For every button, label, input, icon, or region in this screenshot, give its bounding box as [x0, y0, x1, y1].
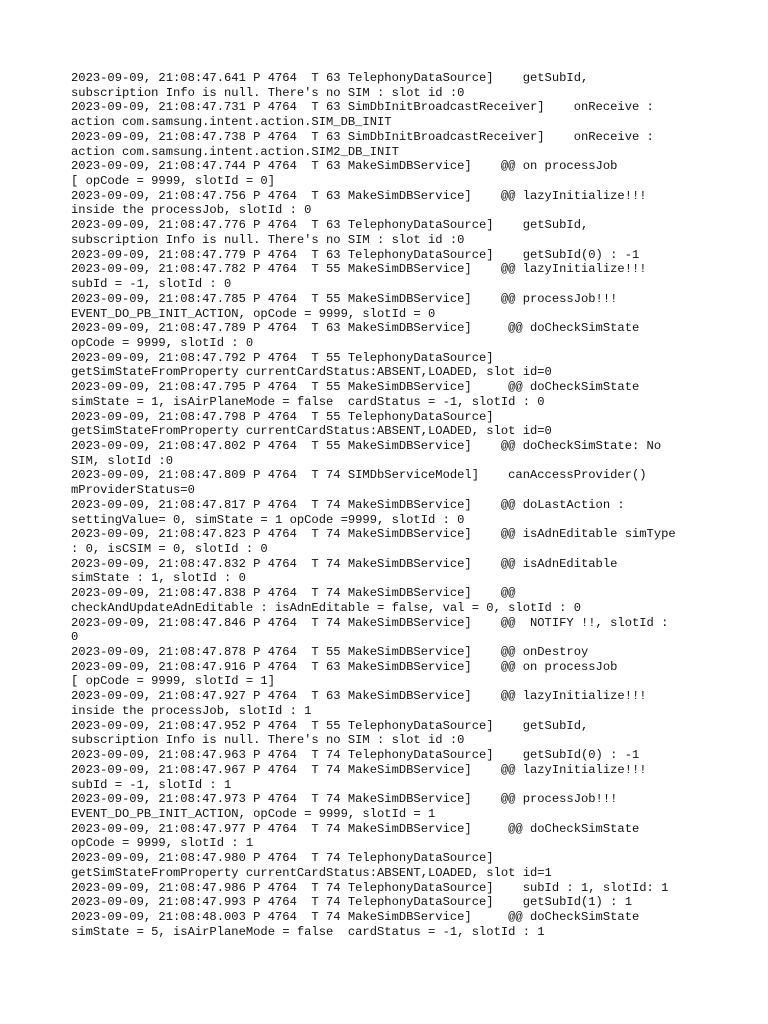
- log-line: subscription Info is null. There's no SIM : slot id :0: [71, 733, 465, 748]
- log-line: EVENT_DO_PB_INIT_ACTION, opCode = 9999, slotId = 0: [71, 306, 436, 321]
- log-line: getSimStateFromProperty currentCardStatus:ABSENT,LOADED, slot id=0: [71, 424, 552, 439]
- log-line: 2023-09-09, 21:08:47.641 P 4764 T 63 TelephonyDataSource] getSubId,: [71, 71, 589, 85]
- log-line: 2023-09-09, 21:08:47.795 P 4764 T 55 MakeSimDBService] @@ doCheckSimState: [71, 380, 640, 395]
- log-line: 2023-09-09, 21:08:47.986 P 4764 T 74 TelephonyDataSource] subId : 1, slotId: 1: [71, 880, 669, 895]
- log-page: [71, 71, 711, 939]
- log-line: checkAndUpdateAdnEditable : isAdnEditable = false, val = 0, slotId : 0: [71, 600, 581, 615]
- log-line: 2023-09-09, 21:08:47.927 P 4764 T 63 MakeSimDBService] @@ lazyInitialize!!!: [71, 689, 647, 704]
- log-line: 2023-09-09, 21:08:47.993 P 4764 T 74 TelephonyDataSource] getSubId(1) : 1: [71, 895, 632, 910]
- log-line: 2023-09-09, 21:08:47.846 P 4764 T 74 MakeSimDBService] @@ NOTIFY !!, slotId :: [71, 615, 669, 630]
- log-line: 2023-09-09, 21:08:47.792 P 4764 T 55 TelephonyDataSource]: [71, 350, 494, 365]
- log-line: EVENT_DO_PB_INIT_ACTION, opCode = 9999, slotId = 1: [71, 806, 436, 821]
- log-line: subId = -1, slotId : 1: [71, 777, 232, 792]
- log-line: 2023-09-09, 21:08:47.756 P 4764 T 63 MakeSimDBService] @@ lazyInitialize!!!: [71, 188, 647, 203]
- log-line: : 0, isCSIM = 0, slotId : 0: [71, 542, 268, 556]
- log-line: settingValue= 0, simState = 1 opCode =9999, slotId : 0: [71, 512, 465, 527]
- log-line: 2023-09-09, 21:08:47.977 P 4764 T 74 MakeSimDBService] @@ doCheckSimState: [71, 821, 640, 836]
- log-line: 0: [71, 630, 79, 645]
- log-line: 2023-09-09, 21:08:47.731 P 4764 T 63 SimDbInitBroadcastReceiver] onReceive :: [71, 100, 654, 115]
- log-line: 2023-09-09, 21:08:47.809 P 4764 T 74 SIMDbServiceModel] canAccessProvider(): [71, 468, 647, 483]
- log-line: 2023-09-09, 21:08:47.798 P 4764 T 55 TelephonyDataSource]: [71, 409, 494, 424]
- log-line: 2023-09-09, 21:08:47.973 P 4764 T 74 MakeSimDBService] @@ processJob!!!: [71, 792, 618, 807]
- log-line: [ opCode = 9999, slotId = 0]: [71, 174, 275, 189]
- log-line: 2023-09-09, 21:08:47.952 P 4764 T 55 TelephonyDataSource] getSubId,: [71, 718, 589, 733]
- log-line: 2023-09-09, 21:08:47.776 P 4764 T 63 TelephonyDataSource] getSubId,: [71, 218, 589, 233]
- log-line: 2023-09-09, 21:08:48.003 P 4764 T 74 MakeSimDBService] @@ doCheckSimState: [71, 909, 640, 924]
- log-line: 2023-09-09, 21:08:47.744 P 4764 T 63 MakeSimDBService] @@ on processJob: [71, 159, 618, 174]
- log-line: simState = 1, isAirPlaneMode = false cardStatus = -1, slotId : 0: [71, 394, 545, 409]
- log-line: 2023-09-09, 21:08:47.802 P 4764 T 55 MakeSimDBService] @@ doCheckSimState: No: [71, 438, 662, 453]
- log-line: 2023-09-09, 21:08:47.967 P 4764 T 74 MakeSimDBService] @@ lazyInitialize!!!: [71, 762, 647, 777]
- log-line: simState : 1, slotId : 0: [71, 571, 246, 586]
- log-line: getSimStateFromProperty currentCardStatus:ABSENT,LOADED, slot id=0: [71, 365, 552, 380]
- log-line: opCode = 9999, slotId : 0: [71, 335, 254, 350]
- log-line: 2023-09-09, 21:08:47.738 P 4764 T 63 SimDbInitBroadcastReceiver] onReceive :: [71, 129, 654, 144]
- log-line: 2023-09-09, 21:08:47.779 P 4764 T 63 TelephonyDataSource] getSubId(0) : -1: [71, 247, 640, 262]
- log-line: 2023-09-09, 21:08:47.832 P 4764 T 74 MakeSimDBService] @@ isAdnEditable: [71, 556, 618, 571]
- log-line: subscription Info is null. There's no SIM : slot id :0: [71, 232, 465, 247]
- log-line: 2023-09-09, 21:08:47.838 P 4764 T 74 MakeSimDBService] @@: [71, 586, 516, 601]
- log-line: 2023-09-09, 21:08:47.963 P 4764 T 74 TelephonyDataSource] getSubId(0) : -1: [71, 748, 640, 763]
- log-line: 2023-09-09, 21:08:47.817 P 4764 T 74 MakeSimDBService] @@ doLastAction :: [71, 497, 625, 512]
- log-line: [ opCode = 9999, slotId = 1]: [71, 674, 275, 689]
- log-line: inside the processJob, slotId : 0: [71, 203, 312, 218]
- log-line: 2023-09-09, 21:08:47.878 P 4764 T 55 MakeSimDBService] @@ onDestroy: [71, 645, 589, 660]
- log-line: getSimStateFromProperty currentCardStatus:ABSENT,LOADED, slot id=1: [71, 865, 552, 880]
- log-line: 2023-09-09, 21:08:47.782 P 4764 T 55 MakeSimDBService] @@ lazyInitialize!!!: [71, 262, 647, 277]
- log-line: subscription Info is null. There's no SIM : slot id :0: [71, 85, 465, 100]
- log-line: SIM, slotId :0: [71, 453, 173, 468]
- log-line: 2023-09-09, 21:08:47.916 P 4764 T 63 MakeSimDBService] @@ on processJob: [71, 659, 618, 674]
- log-line: action com.samsung.intent.action.SIM_DB_INIT: [71, 115, 392, 130]
- log-line: opCode = 9999, slotId : 1: [71, 836, 254, 851]
- log-line: 2023-09-09, 21:08:47.980 P 4764 T 74 TelephonyDataSource]: [71, 851, 494, 866]
- log-line: simState = 5, isAirPlaneMode = false cardStatus = -1, slotId : 1: [71, 924, 545, 939]
- log-line: mProviderStatus=0: [71, 483, 195, 498]
- log-line: 2023-09-09, 21:08:47.823 P 4764 T 74 MakeSimDBService] @@ isAdnEditable simType: [71, 527, 676, 542]
- log-line: inside the processJob, slotId : 1: [71, 703, 312, 718]
- log-line: subId = -1, slotId : 0: [71, 277, 232, 292]
- log-line: action com.samsung.intent.action.SIM2_DB_INIT: [71, 144, 399, 159]
- log-line: 2023-09-09, 21:08:47.789 P 4764 T 63 MakeSimDBService] @@ doCheckSimState: [71, 321, 640, 336]
- log-line: 2023-09-09, 21:08:47.785 P 4764 T 55 MakeSimDBService] @@ processJob!!!: [71, 291, 618, 306]
